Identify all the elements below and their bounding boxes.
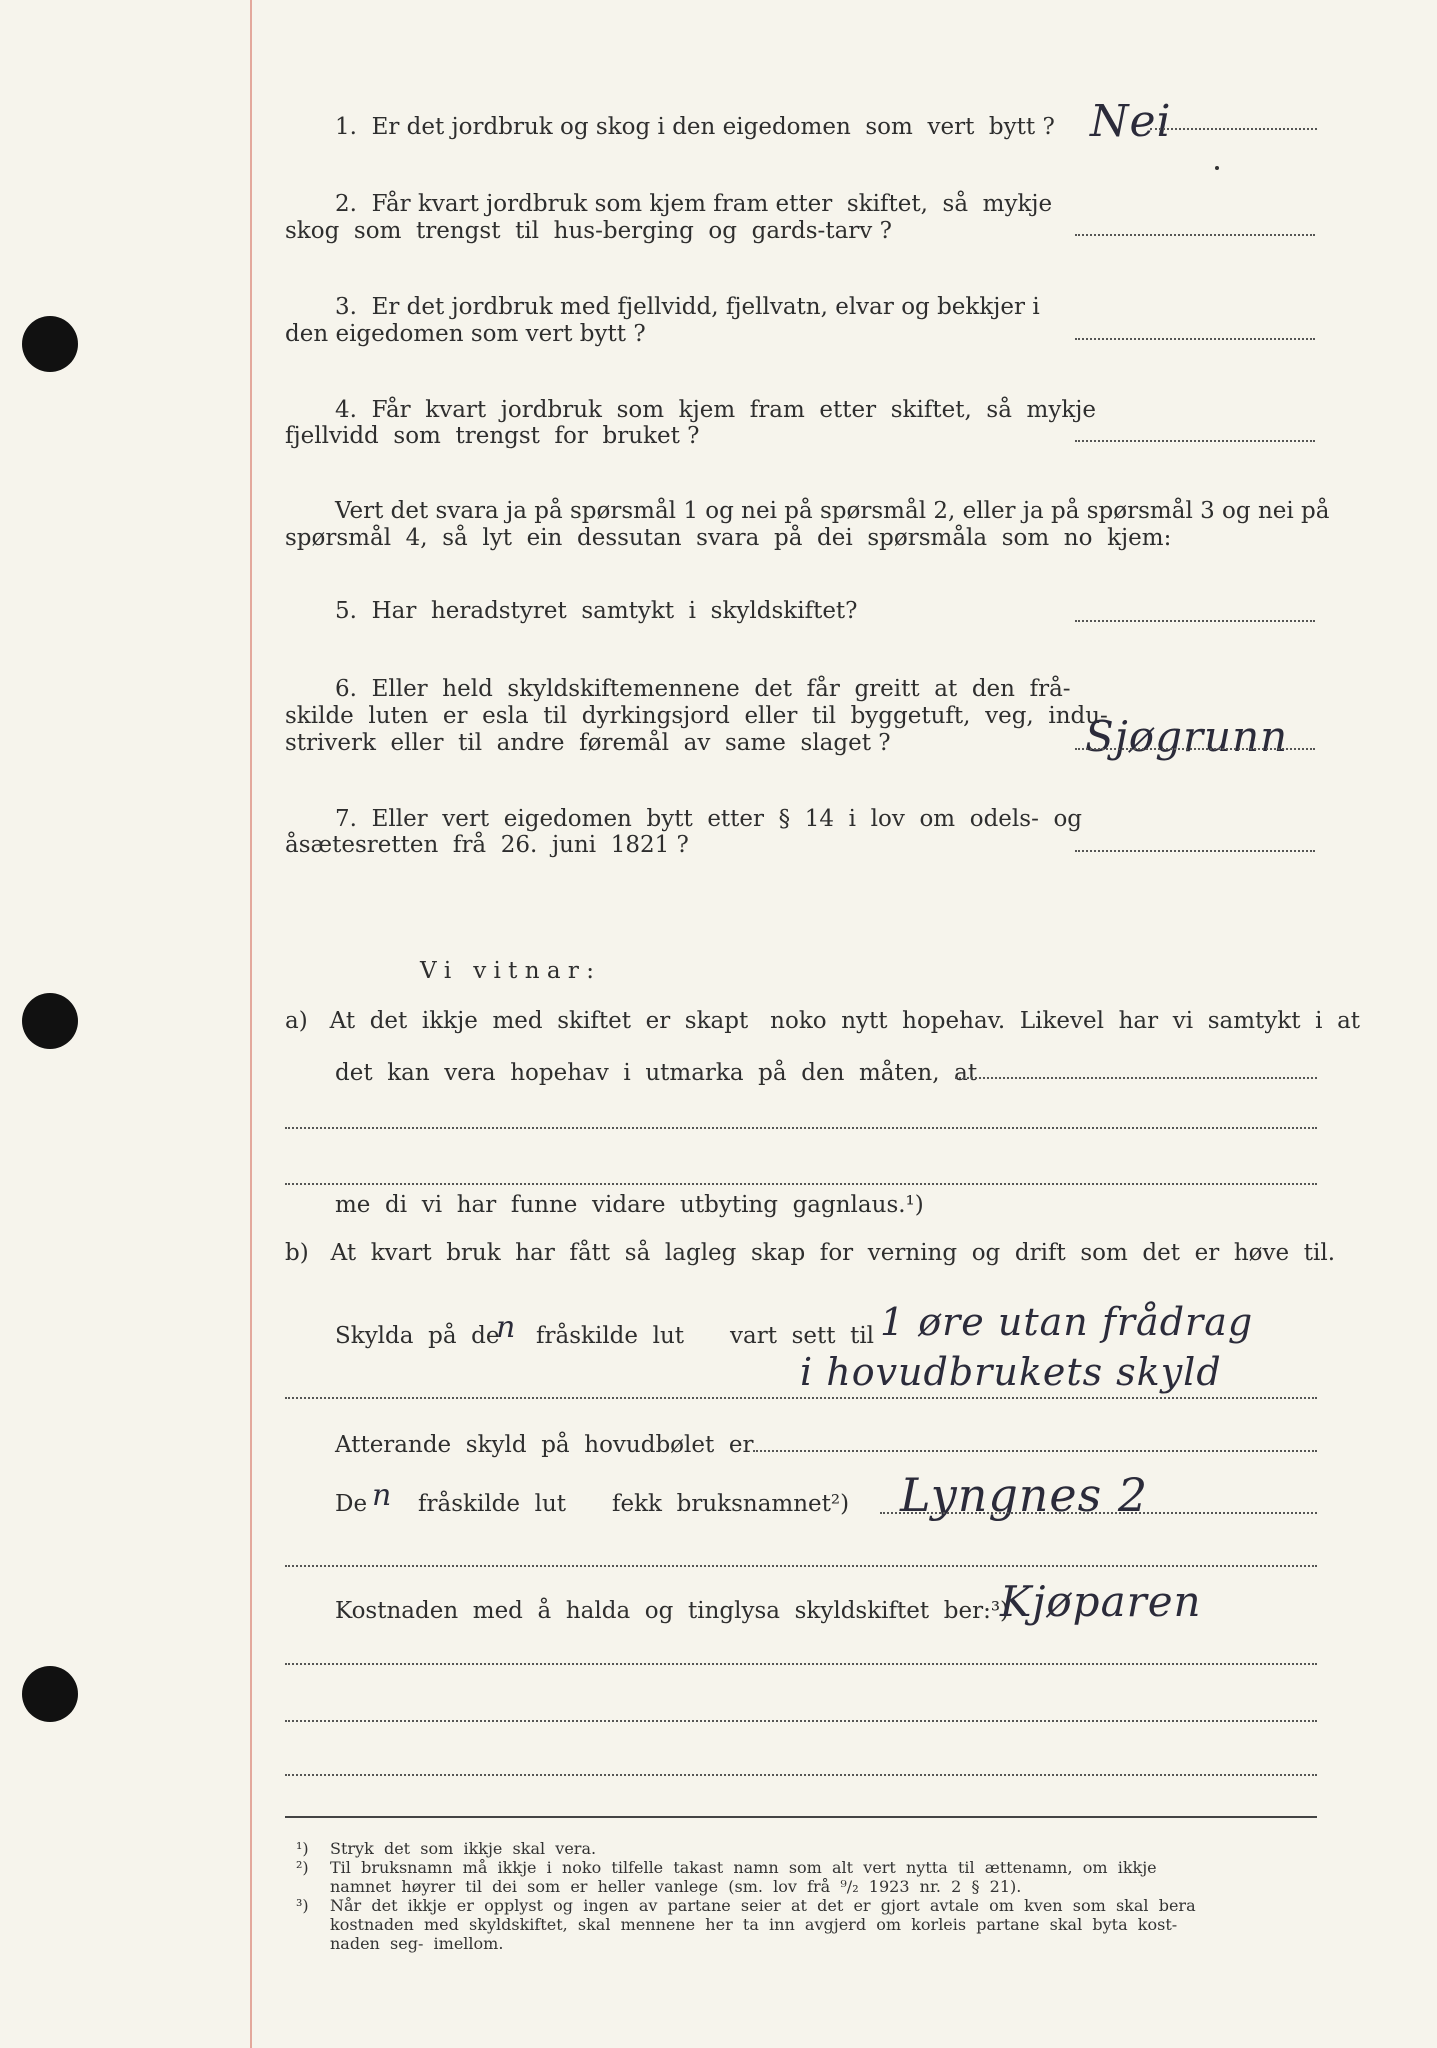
skyld-label-a-handwritten: n: [496, 1310, 517, 1345]
footnote-3-line-1: Når det ikkje er opplyst og ingen av partane seier at det er gjort avtale om kven som skal bera: [330, 1896, 1196, 1915]
question-3-line-2: den eigedomen som vert bytt ?: [285, 321, 646, 347]
footnote-rule: [285, 1816, 1317, 1818]
skyld-label-a: Skylda på de: [335, 1323, 500, 1349]
witness-a-line-1: a) At det ikkje med skiftet er skapt noko nytt hopehav. Likevel har vi samtykt i at: [285, 1008, 1361, 1034]
answer-line-1: [1150, 128, 1317, 130]
answer-line-2: [1075, 234, 1315, 236]
question-4-line-2: fjellvidd som trengst for bruket ?: [285, 423, 700, 449]
footnote-2-mark: ²): [296, 1858, 309, 1877]
skyld-label-c: vart sett til: [730, 1323, 875, 1349]
skyld-fill-line: [285, 1397, 1317, 1399]
question-7-line-2: åsætesretten frå 26. juni 1821 ?: [285, 832, 689, 858]
witness-heading: V i v i t n a r :: [420, 958, 594, 984]
intro-line-1: Vert det svara ja på spørsmål 1 og nei på spørsmål 2, eller ja på spørsmål 3 og nei på: [335, 498, 1330, 524]
margin-rule: [250, 0, 252, 2048]
cost-fill-line-1: [285, 1663, 1317, 1665]
skyld-answer-line-2: i hovudbrukets skyld: [800, 1350, 1222, 1394]
ink-speck: [1215, 166, 1219, 170]
answer-line-7: [1075, 850, 1315, 852]
farm-name-fill-line-2: [285, 1565, 1317, 1567]
answer-line-6: [1075, 748, 1315, 750]
handwritten-answer-6: Sjøgrunn: [1085, 712, 1289, 761]
intro-line-2: spørsmål 4, så lyt ein dessutan svara på dei spørsmåla som no kjem:: [285, 525, 1172, 551]
question-7-line-1: 7. Eller vert eigedomen bytt etter § 14 i lov om odels- og: [335, 806, 1083, 832]
witness-fill-line-2: [285, 1127, 1317, 1129]
skyld-answer-line-1: 1 øre utan frådrag: [880, 1300, 1254, 1344]
footnote-2-line-2: namnet høyrer til dei som er heller vanlege (sm. lov frå ⁹/₂ 1923 nr. 2 § 21).: [330, 1877, 1022, 1896]
question-6-line-3: striverk eller til andre føremål av same slaget ?: [285, 730, 891, 756]
farm-name-label-a: De: [335, 1491, 368, 1517]
farm-name-label-c: fekk bruksnamnet²): [612, 1491, 850, 1517]
farm-name-label-b: fråskilde lut: [418, 1491, 567, 1517]
skyld-label-b: fråskilde lut: [536, 1323, 685, 1349]
question-2-line-1: 2. Får kvart jordbruk som kjem fram etter skiftet, så mykje: [335, 191, 1053, 217]
remaining-skyld: Atterande skyld på hovudbølet er: [335, 1432, 754, 1458]
question-3-line-1: 3. Er det jordbruk med fjellvidd, fjellvatn, elvar og bekkjer i: [335, 294, 1040, 320]
footnote-1: Stryk det som ikkje skal vera.: [330, 1839, 597, 1858]
handwritten-answer-1: Nei: [1090, 96, 1172, 147]
footnote-2-line-1: Til bruksnamn må ikkje i noko tilfelle takast namn som alt vert nytta til ættenamn, om ikkje: [330, 1858, 1157, 1877]
question-2-line-2: skog som trengst til hus-berging og gards-tarv ?: [285, 218, 892, 244]
question-4-line-1: 4. Får kvart jordbruk som kjem fram etter skiftet, så mykje: [335, 397, 1097, 423]
farm-name-fill-line: [880, 1512, 1317, 1514]
farm-name-answer: Lyngnes 2: [900, 1468, 1149, 1522]
question-1: 1. Er det jordbruk og skog i den eigedomen som vert bytt ?: [335, 114, 1055, 140]
witness-fill-line-3: [285, 1183, 1317, 1185]
punch-hole: [22, 316, 78, 372]
question-6-line-2: skilde luten er esla til dyrkingsjord eller til byggetuft, veg, indu-: [285, 703, 1108, 729]
answer-line-3: [1075, 338, 1315, 340]
farm-name-label-a-handwritten: n: [372, 1478, 393, 1513]
answer-line-4: [1075, 440, 1315, 442]
footnote-3-mark: ³): [296, 1896, 309, 1915]
answer-line-5: [1075, 620, 1315, 622]
cost-answer: Kjøparen: [1000, 1577, 1202, 1626]
witness-a-line-2: det kan vera hopehav i utmarka på den måten, at: [335, 1060, 978, 1086]
footnote-3-line-3: naden seg- imellom.: [330, 1934, 504, 1953]
remaining-fill-line: [753, 1450, 1317, 1452]
witness-b: b) At kvart bruk har fått så lagleg skap for verning og drift som det er høve til.: [285, 1240, 1336, 1266]
footnote-3-line-2: kostnaden med skyldskiftet, skal mennene her ta inn avgjerd om korleis partane skal byta kost-: [330, 1915, 1178, 1934]
question-5: 5. Har heradstyret samtykt i skyldskiftet?: [335, 598, 858, 624]
witness-fill-line-1: [955, 1077, 1317, 1079]
witness-a-line-3: me di vi har funne vidare utbyting gagnlaus.¹): [335, 1192, 924, 1218]
punch-hole: [22, 1666, 78, 1722]
footnote-1-mark: ¹): [296, 1839, 309, 1858]
question-6-line-1: 6. Eller held skyldskiftemennene det får greitt at den frå-: [335, 676, 1071, 702]
cost-fill-line-2: [285, 1720, 1317, 1722]
punch-hole: [22, 993, 78, 1049]
cost-fill-line-3: [285, 1774, 1317, 1776]
cost-label: Kostnaden med å halda og tinglysa skyldskiftet ber:³): [335, 1598, 1010, 1624]
